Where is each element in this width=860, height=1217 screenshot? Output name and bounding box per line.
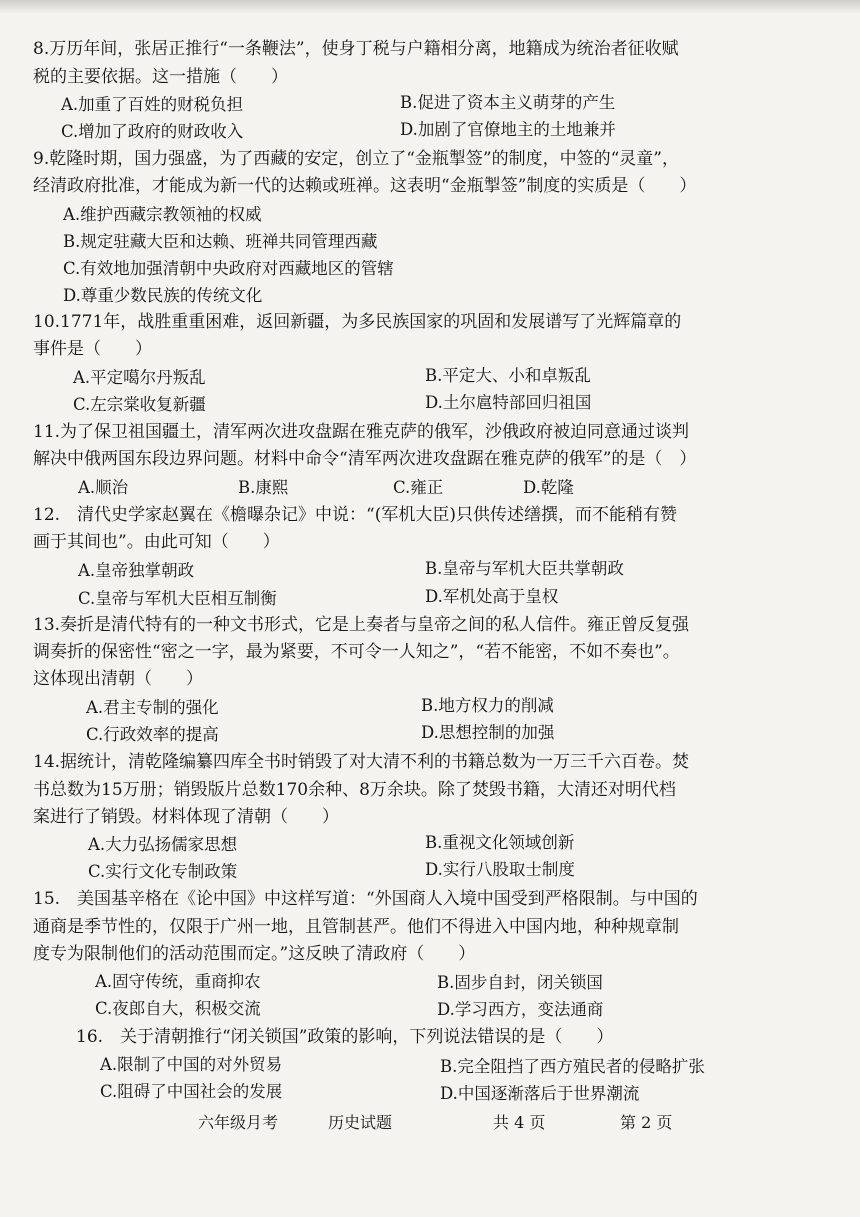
q13-option-b: B.地方权力的削减 xyxy=(421,696,554,715)
q14-option-d: D.实行八股取士制度 xyxy=(425,860,575,879)
q8-option-a: A.加重了百姓的财税负担 xyxy=(61,95,244,114)
q16-option-b: B.完全阻挡了西方殖民者的侵略扩张 xyxy=(440,1057,705,1076)
q13-option-d: D.思想控制的加强 xyxy=(421,723,555,742)
q8-option-c: C.增加了政府的财政收入 xyxy=(61,122,244,141)
q11-option-a: A.顺治 xyxy=(78,478,129,497)
footer-page-number: 第 2 页 xyxy=(620,1113,673,1132)
q9-option-b: B.规定驻藏大臣和达赖、班禅共同管理西藏 xyxy=(63,232,378,251)
q12-option-a: A.皇帝独掌朝政 xyxy=(78,561,195,580)
q10-stem-line-2: 事件是（ ） xyxy=(33,339,152,359)
q16-option-a: A.限制了中国的对外贸易 xyxy=(100,1055,283,1074)
q13-option-c: C.行政效率的提高 xyxy=(86,725,219,744)
q10-option-d: D.土尔扈特部回归祖国 xyxy=(425,393,592,412)
q12-option-d: D.军机处高于皇权 xyxy=(425,587,559,606)
scan-edge xyxy=(0,0,860,14)
q8-option-d: D.加剧了官僚地主的土地兼并 xyxy=(400,120,616,139)
q12-stem-line-2: 画于其间也”。由此可知（ ） xyxy=(33,532,280,552)
q14-option-c: C.实行文化专制政策 xyxy=(88,862,238,881)
q9-stem-line-1: 9.乾隆时期，国力强盛，为了西藏的安定，创立了“金瓶掣签”的制度，中签的“灵童”， xyxy=(33,149,679,169)
q10-stem-line-1: 10.1771年，战胜重重困难，返回新疆，为多民族国家的巩固和发展谱写了光辉篇章的 xyxy=(33,312,682,332)
q15-option-c: C.夜郎自大，积极交流 xyxy=(95,999,261,1018)
q11-stem-line-1: 11.为了保卫祖国疆土，清军两次进攻盘踞在雅克萨的俄军，沙俄政府被迫同意通过谈判 xyxy=(33,422,690,442)
q14-stem-line-1: 14.据统计，清乾隆编纂四库全书时销毁了对大清不利的书籍总数为一万三千六百卷。焚 xyxy=(33,752,690,772)
q8-stem-line-1: 8.万历年间，张居正推行“一条鞭法”，使身丁税与户籍相分离，地籍成为统治者征收赋 xyxy=(33,39,679,59)
footer-total-pages: 共 4 页 xyxy=(493,1113,546,1132)
q14-stem-line-2: 书总数为15万册；销毁版片总数170余种、8万余块。除了焚毁书籍，大清还对明代档 xyxy=(33,780,676,800)
q10-option-c: C.左宗棠收复新疆 xyxy=(73,395,206,414)
q13-stem-line-1: 13.奏折是清代特有的一种文书形式，它是上奏者与皇帝之间的私人信件。雍正曾反复强 xyxy=(33,615,690,635)
q16-option-d: D.中国逐渐落后于世界潮流 xyxy=(440,1084,640,1103)
q15-option-d: D.学习西方，变法通商 xyxy=(437,1000,604,1019)
q15-option-a: A.固守传统，重商抑农 xyxy=(95,972,261,991)
q9-option-a: A.维护西藏宗教领袖的权威 xyxy=(63,205,262,224)
q13-option-a: A.君主专制的强化 xyxy=(86,698,219,717)
footer-exam-name: 六年级月考 xyxy=(198,1113,279,1132)
q12-stem-line-1: 12. 清代史学家赵翼在《檐曝杂记》中说：“(军机大臣)只供传述缮撰，而不能稍有赞 xyxy=(33,505,677,525)
q11-option-d: D.乾隆 xyxy=(523,478,574,497)
q14-option-b: B.重视文化领域创新 xyxy=(425,833,575,852)
q9-stem-line-2: 经清政府批准，才能成为新一代的达赖或班禅。这表明“金瓶掣签”制度的实质是（ ） xyxy=(33,176,697,196)
q11-stem-line-2: 解决中俄两国东段边界问题。材料中命令“清军两次进攻盘踞在雅克萨的俄军”的是（ ） xyxy=(33,449,697,469)
q10-option-a: A.平定噶尔丹叛乱 xyxy=(73,368,206,387)
q9-option-d: D.尊重少数民族的传统文化 xyxy=(63,286,263,305)
q11-option-c: C.雍正 xyxy=(393,478,444,497)
q8-stem-line-2: 税的主要依据。这一措施（ ） xyxy=(33,67,288,87)
q13-stem-line-2: 调奏折的保密性“密之一字，最为紧要，不可令一人知之”，“若不能密，不如不奏也”。 xyxy=(33,642,680,662)
q15-stem-line-3: 度专为限制他们的活动范围而定。”这反映了清政府（ ） xyxy=(33,944,476,964)
q10-option-b: B.平定大、小和卓叛乱 xyxy=(425,366,591,385)
q11-option-b: B.康熙 xyxy=(238,478,289,497)
q8-option-b: B.促进了资本主义萌芽的产生 xyxy=(400,93,616,112)
q12-option-b: B.皇帝与军机大臣共掌朝政 xyxy=(425,559,624,578)
q14-stem-line-3: 案进行了销毁。材料体现了清朝（ ） xyxy=(33,807,339,827)
q15-stem-line-2: 通商是季节性的，仅限于广州一地，且管制甚严。他们不得进入中国内地，种种规章制 xyxy=(33,917,679,937)
q16-option-c: C.阻碍了中国社会的发展 xyxy=(100,1082,283,1101)
q9-option-c: C.有效地加强清朝中央政府对西藏地区的管辖 xyxy=(63,259,394,278)
q13-stem-line-3: 这体现出清朝（ ） xyxy=(33,669,203,689)
q15-stem-line-1: 15. 美国基辛格在《论中国》中这样写道：“外国商人入境中国受到严格限制。与中国的 xyxy=(33,889,698,909)
q15-option-b: B.固步自封，闭关锁国 xyxy=(437,973,603,992)
footer-subject: 历史试题 xyxy=(328,1113,393,1132)
q16-stem-line-1: 16. 关于清朝推行“闭关锁国”政策的影响，下列说法错误的是（ ） xyxy=(76,1027,614,1047)
q14-option-a: A.大力弘扬儒家思想 xyxy=(88,835,238,854)
q12-option-c: C.皇帝与军机大臣相互制衡 xyxy=(78,589,277,608)
